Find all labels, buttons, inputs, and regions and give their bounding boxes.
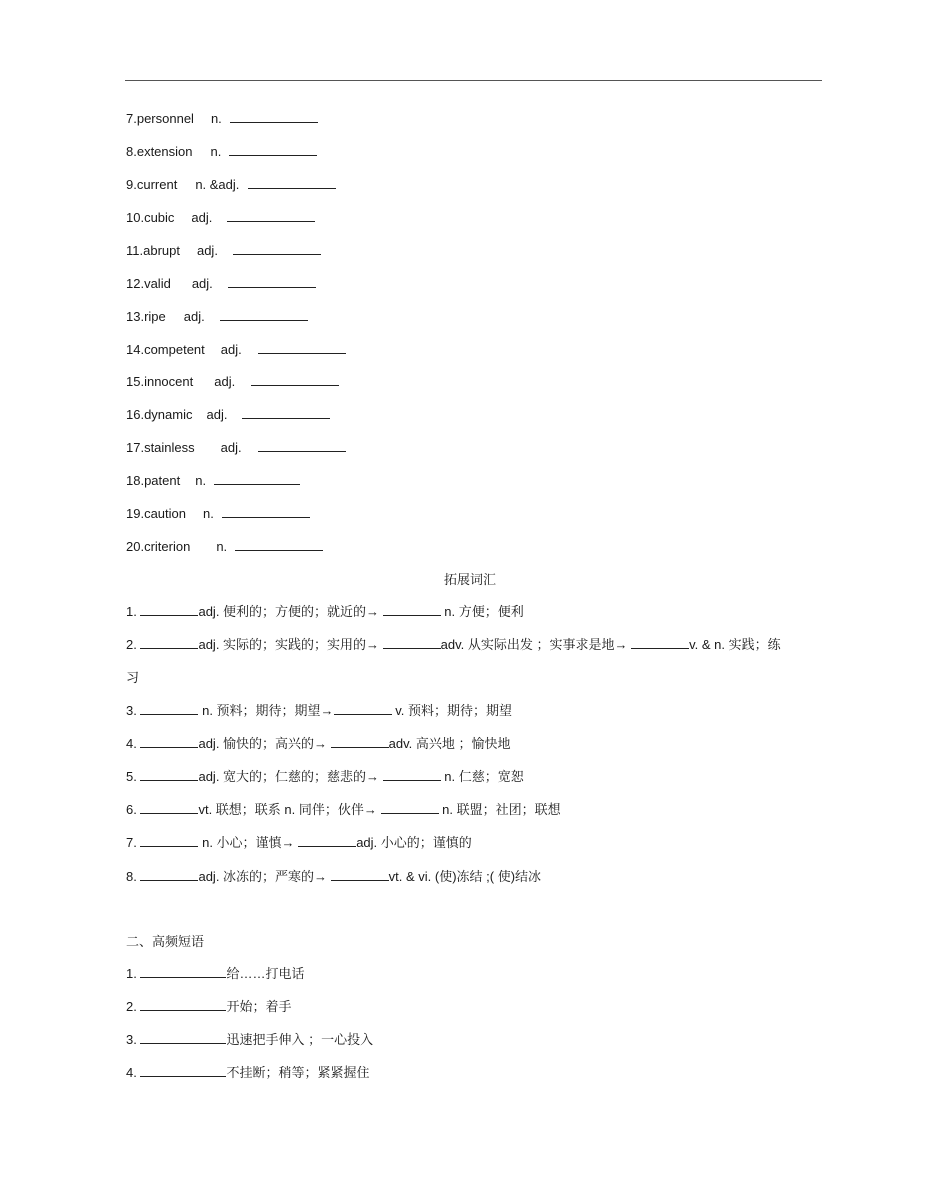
answer-blank[interactable]	[140, 636, 198, 649]
vocab-pos: n.	[210, 111, 222, 126]
item-text: n. 方便；便利	[444, 604, 524, 619]
answer-blank[interactable]	[233, 242, 321, 255]
item-number: 6.	[126, 802, 137, 817]
answer-blank[interactable]	[140, 702, 198, 715]
phrase-item	[126, 998, 291, 1016]
vocab-item	[126, 439, 346, 457]
item-number: 3.	[126, 1032, 137, 1047]
extension-item-continuation: 习	[126, 670, 140, 685]
item-text: 不挂断；稍等；紧紧握住	[226, 1065, 370, 1080]
answer-blank[interactable]	[140, 998, 226, 1011]
vocab-item	[126, 308, 308, 326]
vocab-pos: adj.	[191, 210, 213, 225]
answer-blank[interactable]	[140, 801, 198, 814]
extension-item	[126, 801, 561, 819]
answer-blank[interactable]	[334, 702, 392, 715]
answer-blank[interactable]	[383, 768, 441, 781]
item-number: 7.	[126, 835, 137, 850]
vocab-word: 19.caution	[126, 506, 186, 521]
answer-blank[interactable]	[228, 275, 316, 288]
vocab-word: 17.stainless	[126, 440, 195, 455]
vocab-item	[126, 406, 330, 424]
vocab-pos: adj.	[220, 440, 242, 455]
answer-blank[interactable]	[235, 538, 323, 551]
vocab-pos: adj.	[183, 309, 205, 324]
answer-blank[interactable]	[331, 735, 389, 748]
item-number: 8.	[126, 869, 137, 884]
vocab-pos: n. &adj.	[195, 177, 240, 192]
item-text: adj. 愉快的；高兴的→	[198, 736, 328, 751]
answer-blank[interactable]	[140, 834, 198, 847]
item-text: adj. 小心的；谨慎的	[356, 835, 472, 850]
vocab-pos: n.	[203, 506, 214, 521]
vocab-word: 15.innocent	[126, 374, 194, 389]
vocab-item	[126, 176, 336, 194]
extension-item	[126, 603, 524, 621]
phrase-item	[126, 1031, 373, 1049]
answer-blank[interactable]	[258, 341, 346, 354]
item-number: 2.	[126, 637, 137, 652]
item-number: 1.	[126, 604, 137, 619]
vocab-pos: n.	[216, 539, 228, 554]
extension-item	[126, 868, 541, 886]
answer-blank[interactable]	[383, 603, 441, 616]
answer-blank[interactable]	[251, 373, 339, 386]
item-number: 2.	[126, 999, 137, 1014]
extension-item	[126, 702, 512, 720]
vocab-word: 13.ripe	[126, 309, 166, 324]
item-number: 4.	[126, 1065, 137, 1080]
vocab-word: 20.criterion	[126, 539, 191, 554]
item-text: adv. 高兴地 ；愉快地	[388, 736, 511, 751]
item-text: vt. 联想；联系 n. 同伴；伙伴→	[198, 802, 377, 817]
item-text: v. & n. 实践；练	[689, 637, 781, 652]
vocab-pos: adj.	[196, 243, 218, 258]
item-text: adj. 宽大的；仁慈的；慈悲的→	[198, 769, 380, 784]
extension-item	[126, 834, 472, 852]
answer-blank[interactable]	[222, 505, 310, 518]
extension-item	[126, 735, 511, 753]
answer-blank[interactable]	[242, 406, 330, 419]
item-text: n. 联盟；社团；联想	[442, 802, 561, 817]
answer-blank[interactable]	[383, 636, 441, 649]
extension-item	[126, 768, 524, 786]
answer-blank[interactable]	[140, 768, 198, 781]
item-text: 迅速把手伸入 ；一心投入	[226, 1032, 374, 1047]
vocab-item	[126, 341, 346, 359]
answer-blank[interactable]	[331, 868, 389, 881]
vocab-item	[126, 373, 339, 391]
item-number: 3.	[126, 703, 137, 718]
phrase-item	[126, 965, 304, 983]
vocab-word: 18.patent	[126, 473, 181, 488]
vocab-word: 14.competent	[126, 342, 205, 357]
item-text: n. 预料；期待；期望→	[202, 703, 334, 718]
item-text: adv. 从实际出发 ；实事求是地→	[440, 637, 628, 652]
item-number: 5.	[126, 769, 137, 784]
vocab-item	[126, 472, 300, 490]
answer-blank[interactable]	[631, 636, 689, 649]
answer-blank[interactable]	[248, 176, 336, 189]
vocab-item	[126, 538, 323, 556]
vocab-item	[126, 110, 318, 128]
answer-blank[interactable]	[140, 1031, 226, 1044]
item-text: adj. 便利的；方便的；就近的→	[198, 604, 380, 619]
answer-blank[interactable]	[298, 834, 356, 847]
answer-blank[interactable]	[381, 801, 439, 814]
answer-blank[interactable]	[229, 143, 317, 156]
item-number: 4.	[126, 736, 137, 751]
vocab-word: 11.abrupt	[126, 243, 180, 258]
item-text: n. 小心；谨慎→	[202, 835, 295, 850]
item-text: 开始；着手	[226, 999, 292, 1014]
answer-blank[interactable]	[214, 472, 300, 485]
vocab-pos: adj.	[220, 342, 242, 357]
phrases-heading: 二、高频短语	[126, 934, 205, 949]
extension-heading: 拓展词汇	[443, 572, 496, 587]
extension-item	[126, 636, 781, 654]
vocab-item	[126, 505, 310, 523]
vocab-pos: adj.	[191, 276, 213, 291]
vocab-pos: n.	[210, 144, 222, 159]
item-text: adj. 实际的；实践的；实用的→	[198, 637, 380, 652]
vocab-item	[126, 242, 321, 260]
answer-blank[interactable]	[227, 209, 315, 222]
answer-blank[interactable]	[140, 1064, 226, 1077]
item-text: vt. & vi. (使)冻结 ;( 使)结冰	[388, 869, 542, 884]
vocab-word: 10.cubic	[126, 210, 175, 225]
item-text: n. 仁慈；宽恕	[444, 769, 524, 784]
vocab-pos: adj.	[214, 374, 236, 389]
answer-blank[interactable]	[258, 439, 346, 452]
vocab-word: 12.valid	[126, 276, 171, 291]
vocab-word: 8.extension	[126, 144, 193, 159]
vocab-item	[126, 209, 315, 227]
answer-blank[interactable]	[220, 308, 308, 321]
vocab-item	[126, 143, 317, 161]
item-text: adj. 冰冻的；严寒的→	[198, 869, 328, 884]
vocab-item	[126, 275, 316, 293]
vocab-word: 7.personnel	[126, 111, 194, 126]
answer-blank[interactable]	[140, 868, 198, 881]
vocab-word: 16.dynamic	[126, 407, 193, 422]
vocab-word: 9.current	[126, 177, 178, 192]
phrase-item	[126, 1064, 369, 1082]
item-text: v. 预料；期待；期望	[395, 703, 512, 718]
item-number: 1.	[126, 966, 137, 981]
vocab-pos: adj.	[206, 407, 228, 422]
answer-blank[interactable]	[230, 110, 318, 123]
answer-blank[interactable]	[140, 965, 226, 978]
answer-blank[interactable]	[140, 735, 198, 748]
item-text: 给……打电话	[226, 966, 305, 981]
vocab-pos: n.	[195, 473, 207, 488]
answer-blank[interactable]	[140, 603, 198, 616]
header-rule	[125, 80, 822, 81]
